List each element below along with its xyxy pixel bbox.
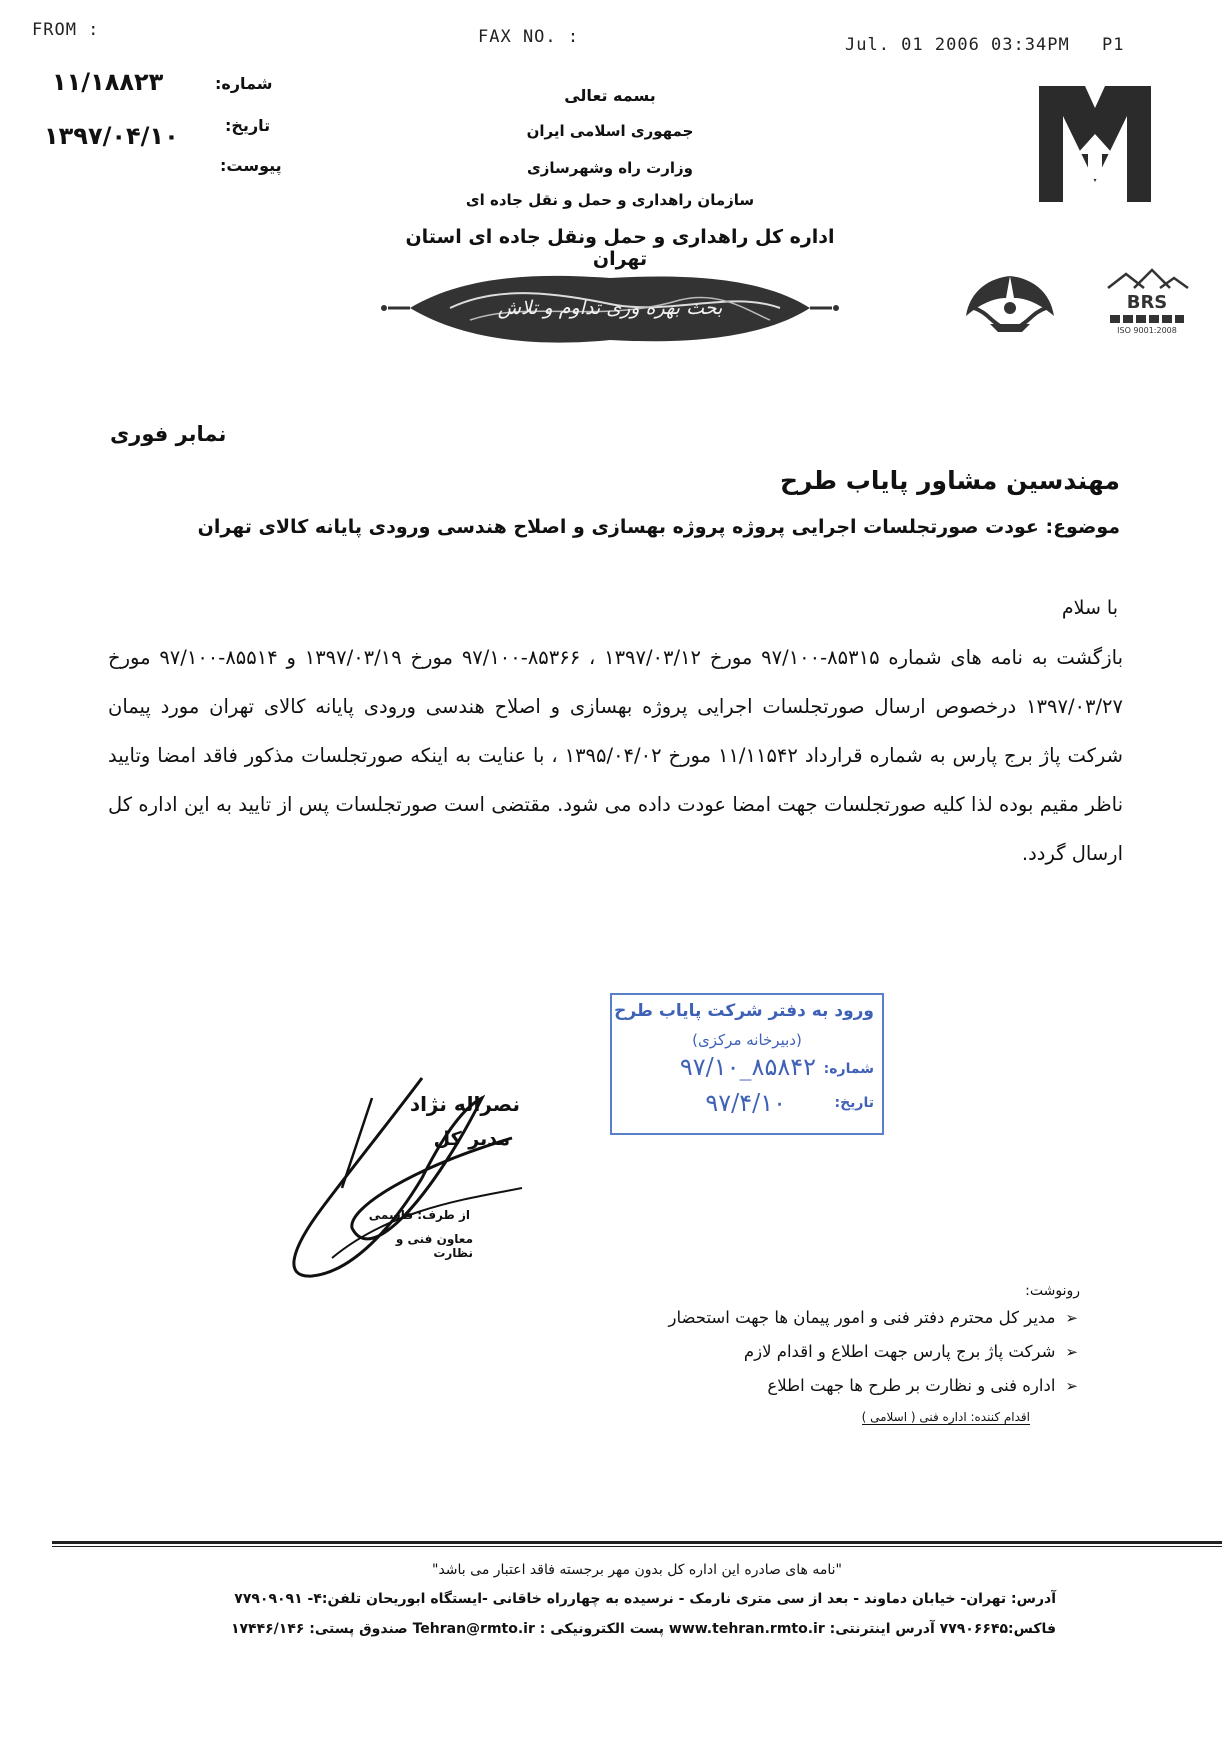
- body-paragraph: بازگشت به نامه های شماره ۸۵۳۱۵-۹۷/۱۰۰ مورخ ۱۳۹۷/۰۳/۱۲ ، ۸۵۳۶۶-۹۷/۱۰۰ مورخ ۱۳۹۷/۰۳/۱۹ و ۸۵۵۱۴-۹۷/۱۰۰ مورخ ۱۳۹۷/۰۳/۲۷ درخصوص ارسال صورتجلسات اجرایی پروژه بهسازی و اصلاح هندسی ورودی پایانه کالای تهران مورد پیمان شرکت پاژ برج پارس به شماره قرارداد ۱۱/۱۱۵۴۲ مورخ ۱۳۹۵/۰۴/۰۲ ، با عنایت به اینکه صورتجلسات مذکور فاقد امضا وتایید ناظر مقیم بوده لذا کلیه صورتجلسات جهت امضا عودت داده می شود. مقتضی است صورتجلسات پس از تایید به این اداره کل ارسال گردد.: [108, 646, 1123, 865]
- fax-timestamp: Jul. 01 2006 03:34PM: [845, 35, 1070, 55]
- footer-notice: "نامه های صادره این اداره کل بدون مهر برجسته فاقد اعتبار می باشد": [432, 1562, 842, 1578]
- iso-label: ISO 9001:2008: [1117, 326, 1177, 335]
- brs-label: BRS: [1126, 292, 1168, 313]
- stamp-company: ورود به دفتر شرکت پایاب طرح: [614, 1001, 874, 1021]
- country-name: جمهوری اسلامی ایران: [526, 122, 694, 140]
- received-stamp: [610, 993, 884, 1135]
- fax-page-number: P1: [1102, 35, 1125, 55]
- cc-item-text: اداره فنی و نظارت بر طرح ها جهت اطلاع: [767, 1376, 1056, 1395]
- subject: موضوع: عودت صورتجلسات اجرایی پروژه پروژه بهسازی و اصلاح هندسی ورودی پایانه کالای تهران: [197, 516, 1120, 538]
- footer-address: آدرس: تهران- خیابان دماوند - بعد از سی متری نارمک - نرسیده به چهارراه خاقانی -ایستگاه ابوریحان تلفن:۴- ۷۷۹۰۹۰۹۱: [234, 1591, 1056, 1607]
- cc-item: [744, 1342, 1078, 1361]
- office-name: اداره کل راهداری و حمل ونقل جاده ای استان تهران: [405, 226, 835, 270]
- cc-item: [668, 1308, 1078, 1327]
- stamp-department: (دبیرخانه مرکزی): [692, 1031, 802, 1049]
- deputy-title: معاون فنی و نظارت: [395, 1232, 473, 1260]
- brs-badge: [1104, 268, 1190, 338]
- organization-name: سازمان راهداری و حمل و نقل جاده ای: [465, 191, 755, 209]
- fax-from-label: FROM :: [32, 20, 100, 40]
- letter-date: ۱۳۹۷/۰۴/۱۰: [44, 122, 179, 150]
- on-behalf-of: از طرف: قاسمی: [368, 1208, 470, 1222]
- footer-contact: فاکس:۷۷۹۰۶۶۴۵ آدرس اینترنتی: www.tehran.rmto.ir پست الکترونیکی : Tehran@rmto.ir صندوق پستی: ۱۷۴۴۶/۱۴۶: [230, 1621, 1056, 1637]
- greeting: با سلام: [1061, 597, 1118, 619]
- invocation: بسمه تعالی: [564, 86, 656, 105]
- action-by: اقدام کننده: اداره فنی ( اسلامی ): [861, 1410, 1030, 1424]
- arrow-bullet-icon: ➢: [1065, 1377, 1078, 1395]
- recipient: مهندسین مشاور پایاب طرح: [779, 466, 1120, 495]
- letter-number: ۱۱/۱۸۸۲۳: [52, 68, 164, 96]
- signer-title: مدیر کل: [433, 1128, 510, 1150]
- calligraphy-text: بحث بهره وری تداوم و تلاش: [497, 297, 723, 319]
- cc-label: رونوشت:: [1025, 1283, 1080, 1299]
- signer-name: نصراله نژاد: [409, 1092, 520, 1116]
- number-label: شماره:: [215, 74, 273, 93]
- attachment-label: پیوست:: [220, 156, 282, 175]
- fax-number-label: FAX NO. :: [478, 27, 580, 47]
- arrow-bullet-icon: ➢: [1065, 1343, 1078, 1361]
- arrow-bullet-icon: ➢: [1065, 1309, 1078, 1327]
- ministry-name: وزارت راه وشهرسازی: [527, 159, 693, 177]
- brs-stripes: [1110, 315, 1184, 323]
- stamp-number-label: شماره:: [823, 1061, 874, 1077]
- urgent-fax-label: نمابر فوری: [110, 422, 227, 446]
- stamp-date-label: تاریخ:: [834, 1095, 874, 1111]
- footer-rule: [52, 1541, 1222, 1544]
- stamp-date-value: ۹۷/۴/۱۰: [705, 1089, 786, 1117]
- brs-roof-icon: [1104, 268, 1190, 290]
- cc-item-text: شرکت پاژ برج پارس جهت اطلاع و اقدام لازم: [743, 1342, 1056, 1361]
- emblem-icon: [960, 268, 1060, 334]
- footer-rule-thin: [52, 1546, 1222, 1547]
- cc-item: [767, 1376, 1078, 1395]
- cc-item-text: مدیر کل محترم دفتر فنی و امور پیمان ها جهت استحضار: [668, 1308, 1056, 1327]
- date-label: تاریخ:: [225, 116, 271, 135]
- organization-logo: [1035, 82, 1155, 206]
- stamp-number-value: ۸۵۸۴۲_۹۷/۱۰: [679, 1053, 816, 1081]
- calligraphy-banner: [380, 264, 840, 350]
